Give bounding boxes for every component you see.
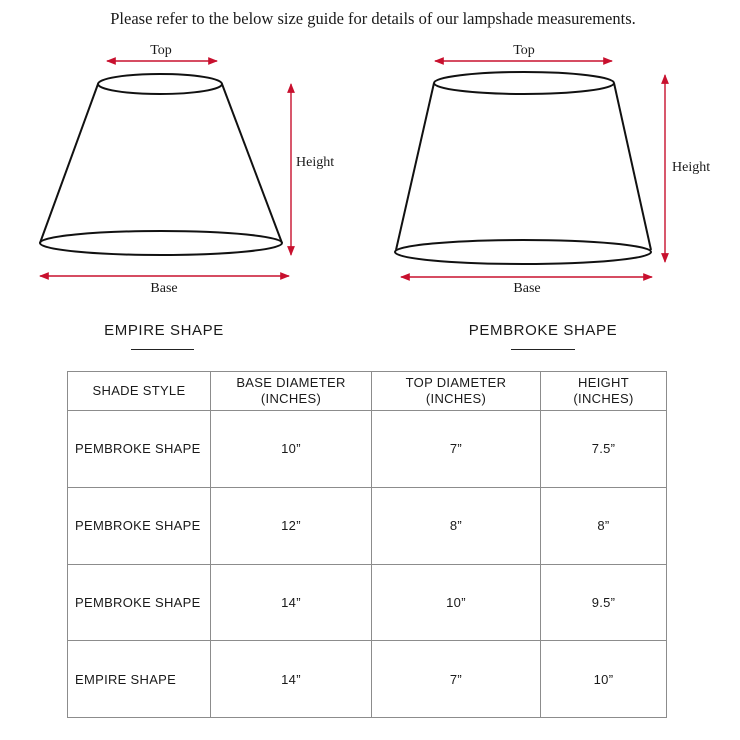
table-header-row <box>68 372 667 411</box>
table-row <box>68 487 667 564</box>
pembroke-shape-title: PEMBROKE SHAPE <box>468 322 618 339</box>
intro-text: Please refer to the below size guide for details of our lampshade measurements. <box>110 9 636 28</box>
header-height: HEIGHT (INCHES) <box>541 372 667 411</box>
empire-shape-title: EMPIRE SHAPE <box>104 322 224 339</box>
cell-height: 7.5” <box>541 411 667 488</box>
cell-base-diameter: 14” <box>211 641 372 718</box>
cell-top-diameter: 7” <box>372 641 541 718</box>
cell-height: 9.5” <box>541 564 667 641</box>
pembroke-title-rule <box>511 349 575 350</box>
cell-top-diameter: 10” <box>372 564 541 641</box>
cell-shade-style: PEMBROKE SHAPE <box>68 564 211 641</box>
pembroke-top-label: Top <box>513 43 535 58</box>
cell-shade-style: PEMBROKE SHAPE <box>68 487 211 564</box>
pembroke-height-label: Height <box>672 160 711 175</box>
empire-base-label: Base <box>150 281 178 296</box>
pembroke-base-label: Base <box>513 281 541 296</box>
empire-shade-outline <box>40 74 282 255</box>
header-top-diameter: TOP DIAMETER (INCHES) <box>372 372 541 411</box>
header-base-diameter: BASE DIAMETER (INCHES) <box>211 372 372 411</box>
cell-top-diameter: 7” <box>372 411 541 488</box>
empire-top-label: Top <box>150 43 172 58</box>
table-row <box>68 641 667 718</box>
cell-height: 8” <box>541 487 667 564</box>
table-row <box>68 564 667 641</box>
table-row <box>68 411 667 488</box>
size-guide-table <box>67 371 667 718</box>
cell-top-diameter: 8” <box>372 487 541 564</box>
cell-base-diameter: 12” <box>211 487 372 564</box>
empire-title-rule <box>131 349 194 350</box>
cell-base-diameter: 14” <box>211 564 372 641</box>
cell-base-diameter: 10” <box>211 411 372 488</box>
empire-height-label: Height <box>296 155 335 170</box>
header-shade-style: SHADE STYLE <box>68 372 211 411</box>
pembroke-shade-outline <box>395 72 651 264</box>
cell-shade-style: EMPIRE SHAPE <box>68 641 211 718</box>
cell-height: 10” <box>541 641 667 718</box>
cell-shade-style: PEMBROKE SHAPE <box>68 411 211 488</box>
